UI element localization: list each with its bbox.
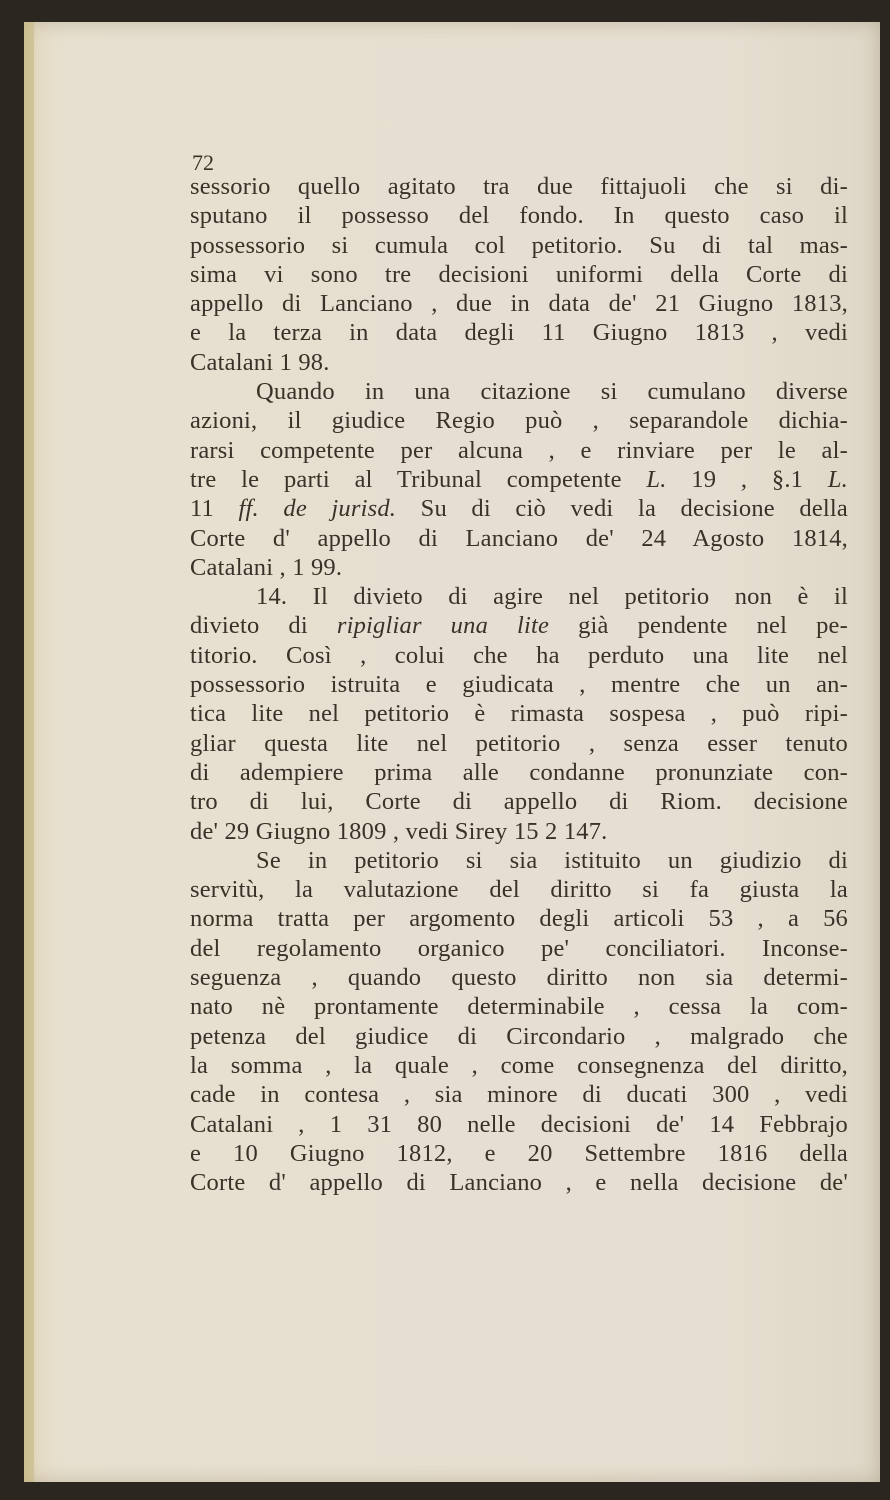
text-segment: Corte d' appello di Lanciano , e nella decisione de' bbox=[190, 1169, 848, 1197]
text-line bbox=[190, 289, 848, 318]
text-line bbox=[190, 201, 848, 230]
page-edge bbox=[24, 22, 34, 1482]
text-line bbox=[190, 699, 848, 728]
text-line bbox=[190, 904, 848, 933]
text-line bbox=[190, 348, 848, 377]
text-segment: e la terza in data degli 11 Giugno 1813 , vedi bbox=[190, 319, 848, 347]
text-line bbox=[190, 406, 848, 435]
text-segment: nato nè prontamente determinabile , cessa la com- bbox=[190, 993, 848, 1021]
text-segment: 14. Il divieto di agire nel petitorio non è il bbox=[256, 583, 848, 611]
text-line bbox=[190, 758, 848, 787]
text-line bbox=[190, 172, 848, 201]
text-segment: norma tratta per argomento degli articoli 53 , a 56 bbox=[190, 905, 848, 933]
text-line bbox=[190, 1022, 848, 1051]
text-line bbox=[190, 641, 848, 670]
italic-text: L. bbox=[827, 465, 848, 493]
text-line bbox=[190, 260, 848, 289]
text-segment: cade in contesa , sia minore di ducati 300 , vedi bbox=[190, 1081, 848, 1109]
text-line bbox=[190, 582, 848, 611]
text-line bbox=[190, 670, 848, 699]
text-segment: di adempiere prima alle condanne pronunziate con- bbox=[190, 758, 848, 786]
text-segment: già pendente nel pe- bbox=[549, 612, 848, 640]
text-line bbox=[190, 318, 848, 347]
text-segment: la somma , la quale , come consegnenza del diritto, bbox=[190, 1051, 848, 1079]
text-segment: divieto di bbox=[190, 612, 337, 640]
text-segment: de' 29 Giugno 1809 , vedi Sirey 15 2 147. bbox=[190, 817, 608, 845]
text-line bbox=[190, 787, 848, 816]
text-line bbox=[190, 729, 848, 758]
text-segment: del regolamento organico pe' conciliatori. Inconse- bbox=[190, 934, 848, 962]
text-segment: Su di ciò vedi la decisione della bbox=[396, 495, 848, 523]
text-line bbox=[190, 377, 848, 406]
text-segment: Corte d' appello di Lanciano de' 24 Agosto 1814, bbox=[190, 524, 848, 552]
text-line bbox=[190, 1080, 848, 1109]
body-text bbox=[190, 172, 848, 1197]
text-segment: Catalani , 1 99. bbox=[190, 553, 343, 581]
text-line bbox=[190, 1051, 848, 1080]
text-segment: seguenza , quando questo diritto non sia determi- bbox=[190, 964, 848, 992]
text-line bbox=[190, 992, 848, 1021]
text-segment: tro di lui, Corte di appello di Riom. decisione bbox=[190, 788, 848, 816]
text-segment: Se in petitorio si sia istituito un giudizio di bbox=[256, 846, 848, 874]
text-segment: possessorio istruita e giudicata , mentre che un an- bbox=[190, 671, 848, 699]
text-segment: 19 , §.1 bbox=[666, 465, 828, 493]
text-segment: appello di Lanciano , due in data de' 21 Giugno 1813, bbox=[190, 290, 848, 318]
text-line bbox=[190, 465, 848, 494]
text-line bbox=[190, 846, 848, 875]
text-segment: Quando in una citazione si cumulano diverse bbox=[256, 378, 848, 406]
text-segment: rarsi competente per alcuna , e rinviare per le al- bbox=[190, 436, 848, 464]
text-line bbox=[190, 1139, 848, 1168]
text-segment: Catalani , 1 31 80 nelle decisioni de' 14 Febbrajo bbox=[190, 1110, 848, 1138]
text-segment: possessorio si cumula col petitorio. Su di tal mas- bbox=[190, 231, 848, 259]
text-segment: tica lite nel petitorio è rimasta sospesa , può ripi- bbox=[190, 700, 848, 728]
text-line bbox=[190, 524, 848, 553]
italic-text: ripigliar una lite bbox=[336, 612, 550, 640]
text-line bbox=[190, 436, 848, 465]
text-line bbox=[190, 231, 848, 260]
italic-text: ff. de jurisd. bbox=[238, 495, 397, 523]
text-segment: servitù, la valutazione del diritto si fa giusta la bbox=[190, 876, 848, 904]
text-segment: e 10 Giugno 1812, e 20 Settembre 1816 della bbox=[190, 1139, 848, 1167]
text-segment: Catalani 1 98. bbox=[190, 348, 330, 376]
italic-text: L. bbox=[646, 465, 667, 493]
text-segment: tre le parti al Tribunal competente bbox=[190, 465, 647, 493]
text-segment: titorio. Così , colui che ha perduto una lite nel bbox=[190, 641, 848, 669]
text-segment: azioni, il giudice Regio può , separandole dichia- bbox=[190, 407, 848, 435]
text-line bbox=[190, 934, 848, 963]
text-line bbox=[190, 1110, 848, 1139]
text-line bbox=[190, 494, 848, 523]
text-line bbox=[190, 963, 848, 992]
text-line bbox=[190, 611, 848, 640]
text-line bbox=[190, 1168, 848, 1197]
page-number: 72 bbox=[192, 150, 214, 175]
text-segment: sputano il possesso del fondo. In questo caso il bbox=[190, 202, 848, 230]
text-segment: 11 bbox=[190, 495, 239, 523]
text-line bbox=[190, 553, 848, 582]
text-line bbox=[190, 817, 848, 846]
text-line bbox=[190, 875, 848, 904]
text-segment: gliar questa lite nel petitorio , senza esser tenuto bbox=[190, 729, 848, 757]
text-segment: petenza del giudice di Circondario , malgrado che bbox=[190, 1022, 848, 1050]
text-segment: sessorio quello agitato tra due fittajuoli che si di- bbox=[190, 173, 848, 200]
text-segment: sima vi sono tre decisioni uniformi della Corte di bbox=[190, 260, 848, 288]
